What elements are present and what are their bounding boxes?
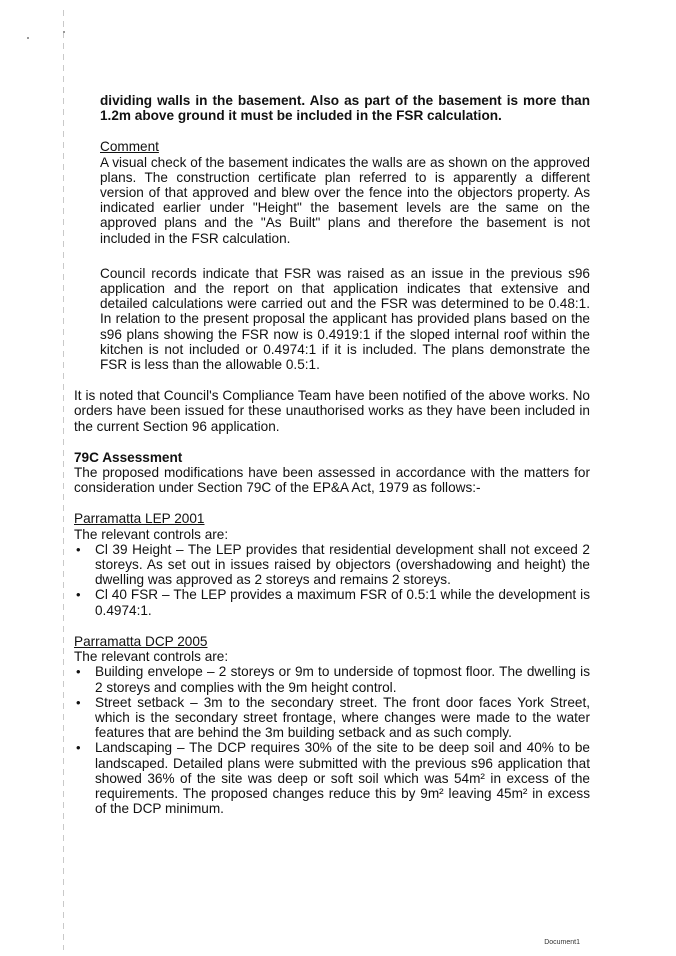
bullet-icon: • bbox=[76, 541, 81, 557]
intro-heading: dividing walls in the basement. Also as part of the basement is more than 1.2m above ground it must be included in the FSR calculation. bbox=[100, 93, 590, 124]
dcp-control-list bbox=[74, 664, 590, 816]
list-item-text: Cl 40 FSR – The LEP provides a maximum FSR of 0.5:1 while the development is 0.4974:1. bbox=[95, 587, 590, 618]
list-item-text: Landscaping – The DCP requires 30% of the site to be deep soil and 40% to be landscaped. Detailed plans were submitted with the previous s96 application that showed 36% of the site was deep or soft soil which was 54m² in excess of the requirements. The proposed changes reduce this by 9m² leaving 45m² in excess of the DCP minimum. bbox=[95, 740, 590, 817]
comment-paragraph-2: Council records indicate that FSR was raised as an issue in the previous s96 application and the report on that application indicates that extensive and detailed calculations were carried out and the FSR was determined to be 0.48:1. In relation to the present proposal the applicant has provided plans based on the s96 plans showing the FSR now is 0.4919:1 if the sloped internal roof within the kitchen is not included or 0.4974:1 if it is included. The plans demonstrate the FSR is less than the allowable 0.5:1. bbox=[100, 265, 590, 373]
dcp-intro: The relevant controls are: bbox=[74, 649, 229, 665]
footer-document-name: Document1 bbox=[544, 939, 580, 946]
dcp-title: Parramatta DCP 2005 bbox=[74, 633, 208, 649]
scan-speck bbox=[63, 31, 65, 33]
list-item bbox=[74, 542, 590, 588]
list-item bbox=[74, 664, 590, 694]
lep-title: Parramatta LEP 2001 bbox=[74, 511, 205, 527]
lep-intro: The relevant controls are: bbox=[74, 526, 229, 542]
document-body bbox=[74, 93, 590, 816]
assessment-heading: 79C Assessment bbox=[74, 449, 183, 465]
bullet-icon: • bbox=[76, 740, 81, 756]
list-item-text: Cl 39 Height – The LEP provides that residential development shall not exceed 2 storeys. As set out in issues raised by objectors (overshadowing and height) the dwelling was approved as 2 storeys and remains 2 storeys. bbox=[95, 541, 590, 588]
list-item bbox=[74, 740, 590, 816]
compliance-paragraph: It is noted that Council's Compliance Team have been notified of the above works. No orders have been issued for these unauthorised works as they have been included in the current Section 96 application. bbox=[74, 388, 590, 434]
list-item-text: Building envelope – 2 storeys or 9m to underside of topmost floor. The dwelling is 2 storeys and complies with the 9m height control. bbox=[95, 664, 590, 695]
lep-control-list bbox=[74, 542, 590, 618]
assessment-paragraph: The proposed modifications have been assessed in accordance with the matters for consideration under Section 79C of the EP&A Act, 1979 as follows:- bbox=[74, 465, 590, 496]
bullet-icon: • bbox=[76, 664, 81, 680]
scan-margin-line bbox=[63, 10, 64, 950]
list-item bbox=[74, 695, 590, 741]
comment-label: Comment bbox=[100, 139, 159, 155]
bullet-icon: • bbox=[76, 587, 81, 603]
bullet-icon: • bbox=[76, 694, 81, 710]
comment-paragraph-1: A visual check of the basement indicates the walls are as shown on the approved plans. The construction certificate plan referred to is apparently a different version of that approved and blew over the fence into the objectors property. As indicated earlier under "Height" the basement levels are the same on the approved plans and the "As Built" plans and therefore the basement is not included in the FSR calculation. bbox=[100, 154, 590, 246]
list-item bbox=[74, 587, 590, 617]
list-item-text: Street setback – 3m to the secondary street. The front door faces York Street, which is the secondary street frontage, where changes were made to the water features that are behind the 3m building setback and as such comply. bbox=[95, 694, 590, 741]
scan-speck bbox=[27, 37, 29, 39]
